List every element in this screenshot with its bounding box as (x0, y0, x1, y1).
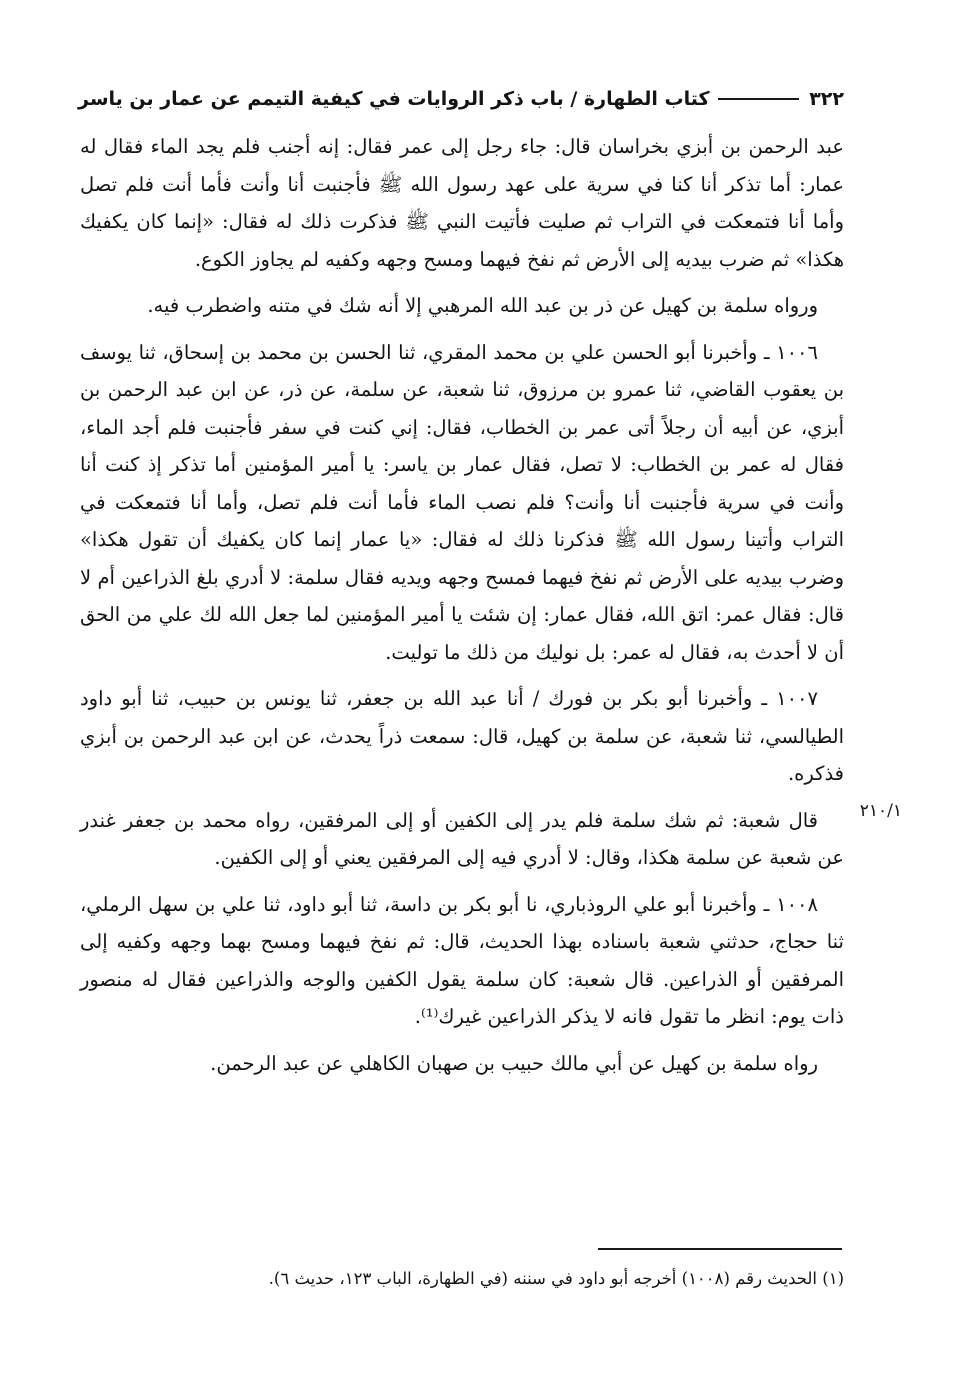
page-number: ٣٢٢ (809, 88, 844, 110)
running-header (78, 80, 844, 118)
running-title: كتاب الطهارة / باب ذكر الروايات في كيفية التيمم عن عمار بن ياسر (78, 88, 710, 110)
manuscript-folio-note: ٢١٠/١ (859, 801, 902, 821)
paragraph-shuba-note: قال شعبة: ثم شك سلمة فلم يدر إلى الكفين أو إلى المرفقين، رواه محمد بن جعفر غندر عن شعبة عن سلمة هكذا، وقال: لا أدري فيه إلى المرفقين يعني أو إلى الكفين. (80, 808, 844, 869)
footnote-rule (598, 1248, 842, 1250)
main-text (80, 128, 844, 1091)
footnote: (١) الحديث رقم (١٠٠٨) أخرجه أبو داود في سننه (في الطهارة، الباب ١٢٣، حديث ٦). (268, 1269, 844, 1288)
header-rule (718, 98, 800, 100)
hadith-1007: ١٠٠٧ ـ وأخبرنا أبو بكر بن فورك / أنا عبد الله بن جعفر، ثنا يونس بن حبيب، ثنا أبو داود الطيالسي، ثنا شعبة، عن سلمة بن كهيل، قال: سمعت ذراً يحدث، عن ابن عبد الرحمن بن أبزي فذكره. (80, 687, 844, 785)
paragraph-salama-note: ورواه سلمة بن كهيل عن ذر بن عبد الله المرهبي إلا أنه شك في متنه واضطرب فيه. (147, 294, 818, 317)
paragraph-continuation: عبد الرحمن بن أبزي بخراسان قال: جاء رجل إلى عمر فقال: إنه أجنب فلم يجد الماء فقال له عمار: أما تذكر أنا كنا في سرية على عهد رسول الله ﷺ فأجنبت أنا وأنت فأما أنت فلم تصل وأما أنا فتمعكت في التراب ثم صليت فأتيت النبي ﷺ فذكرت ذلك له فقال: «إنما كان يكفيك هكذا» ثم ضرب بيديه إلى الأرض ثم نفخ فيهما ومسح وجهه وكفيه لم يجاوز الكوع. (80, 135, 844, 271)
hadith-1006: ١٠٠٦ ـ وأخبرنا أبو الحسن علي بن محمد المقري، ثنا الحسن بن محمد بن إسحاق، ثنا يوسف بن يعقوب القاضي، ثنا عمرو بن مرزوق، ثنا شعبة، عن سلمة، عن ذر، عن ابن عبد الرحمن بن أبزي، عن أبيه أن رجلاً أتى عمر بن الخطاب، فقال: إني كنت في سفر فأجنبت فلم أجد الماء، فقال له عمر بن الخطاب: لا تصل، فقال عمار بن ياسر: يا أمير المؤمنين أما تذكر إذ كنت أنا وأنت في سرية فأجنبت أنا وأنت؟ فلم نصب الماء فأما أنت فلم تصل، وأما أنا فتمعكت في التراب وأتينا رسول الله ﷺ فذكرنا ذلك له فقال: «يا عمار إنما كان يكفيك أن تقول هكذا» وضرب بيديه على الأرض ثم نفخ فيهما فمسح وجهه ويديه فقال سلمة: لا أدري بلغ الذراعين أم لا قال: فقال عمر: اتق الله، فقال عمار: إن شئت يا أمير المؤمنين لما جعل الله لك علي من الحق أن لا أحدث به، فقال له عمر: بل نوليك من ذلك ما توليت. (80, 340, 844, 664)
paragraph-final-note: رواه سلمة بن كهيل عن أبي مالك حبيب بن صهبان الكاهلي عن عبد الرحمن. (210, 1051, 818, 1075)
hadith-1008: ١٠٠٨ ـ وأخبرنا أبو علي الروذباري، نا أبو بكر بن داسة، ثنا أبو داود، ثنا علي بن سهل الرملي، ثنا حجاج، حدثني شعبة باسناده بهذا الحديث، قال: ثم نفخ فيهما ومسح بهما وجهه وكفيه إلى المرفقين أو الذراعين. قال شعبة: كان سلمة يقول الكفين والوجه والذراعين فقال له منصور ذات يوم: انظر ما تقول فانه لا يذكر الذراعين غيرك⁽¹⁾. (80, 892, 844, 1028)
